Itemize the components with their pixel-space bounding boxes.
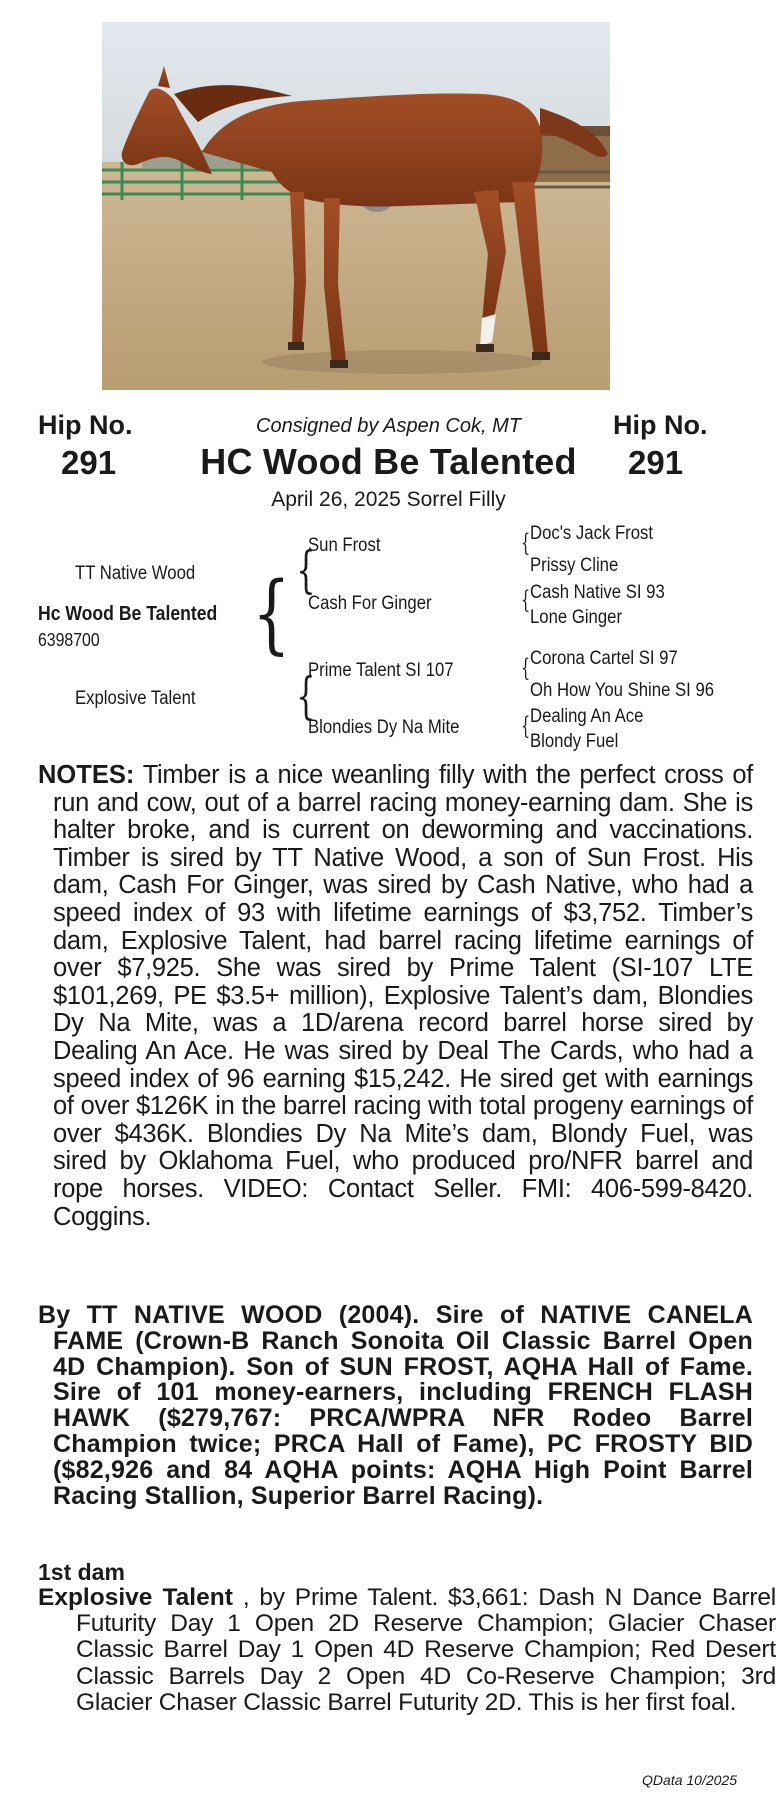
pedigree-ds-dam: Oh How You Shine SI 96 xyxy=(530,680,715,701)
data-source: QData 10/2025 xyxy=(642,1772,737,1788)
hip-number-right: 291 xyxy=(628,444,684,481)
pedigree-brace: { xyxy=(521,529,531,557)
consignor: Consigned by Aspen Cok, MT xyxy=(256,415,521,437)
pedigree-horse: Hc Wood Be Talented xyxy=(38,603,218,625)
hip-number-left: 291 xyxy=(61,444,117,481)
pedigree-ss-sire: Doc's Jack Frost xyxy=(530,523,654,544)
pedigree-sire: TT Native Wood xyxy=(75,563,196,584)
pedigree-brace: { xyxy=(296,667,316,725)
pedigree-brace: { xyxy=(521,654,531,682)
notes-label: NOTES: xyxy=(38,761,135,789)
pedigree-dam: Explosive Talent xyxy=(75,688,196,709)
notes-text: Timber is a nice weanling filly with the perfect cross of run and cow, out of a barrel racing money-earning dam. She is halter broke, and is current on deworming and vaccinations. Timber is sired by TT Native Wood, a son of Sun Frost. His dam, Cash For Ginger, was sired by Cash Native, who had a speed index of 93 with lifetime earnings of $3,752. Timber’s dam, Explosive Talent, had barrel racing lifetime earnings of over $7,925. She was sired by Prime Talent (SI-107 LTE $101,269, PE $3.5+ million), Explosive Talent’s dam, Blondies Dy Na Mite, was a 1D/arena record barrel horse sired by Dealing An Ace. He was sired by Deal The Cards, who had a speed index of 96 earning $15,242. He sired get with earnings of over $126K in the barrel racing with total progeny earnings of over $436K. Blondies Dy Na Mite’s dam, Blondy Fuel, was sired by Oklahoma Fuel, who produced pro/NFR barrel and rope horses. VIDEO: Contact Seller. FMI: 406-599-8420. Coggins. xyxy=(53,761,753,1231)
sire-summary: By TT NATIVE WOOD (2004). Sire of NATIVE CANELA FAME (Crown-B Ranch Sonoita Oil Classic Barrel Open 4D Champion). Son of SUN FROST, AQHA Hall of Fame. Sire of 101 money-earners, including FRENCH FLASH HAWK ($279,767: PRCA/WPRA NFR Rodeo Barrel Champion twice; PRCA Hall of Fame), PC FROSTY BID ($82,926 and 84 AQHA points: AQHA High Point Barrel Racing Stallion, Superior Barrel Racing). xyxy=(38,1301,753,1510)
pedigree-brace: { xyxy=(521,712,531,740)
pedigree-dam-dam: Blondies Dy Na Mite xyxy=(308,717,460,738)
first-dam-paragraph xyxy=(38,1585,776,1716)
pedigree-sd-sire: Cash Native SI 93 xyxy=(530,582,665,603)
first-dam-text: , by Prime Talent. $3,661: Dash N Dance Barrel Futurity Day 1 Open 2D Reserve Champion; Glacier Chaser Classic Barrel Day 1 Open 4D Reserve Champion; Red Desert Classic Barrels Day 2 Open 4D Co-Reserve Champion; 3rd Glacier Chaser Classic Barrel Futurity 2D. This is her first foal. xyxy=(76,1584,777,1716)
pedigree-sd-dam: Lone Ginger xyxy=(530,607,623,628)
pedigree-ds-sire: Corona Cartel SI 97 xyxy=(530,648,678,669)
pedigree-brace: { xyxy=(252,564,291,664)
first-dam-heading: 1st dam xyxy=(38,1559,125,1585)
foaling-info: April 26, 2025 Sorrel Filly xyxy=(271,488,506,511)
horse-photo xyxy=(102,22,610,390)
pedigree-sire-dam: Cash For Ginger xyxy=(308,593,432,614)
hip-label-right: Hip No. xyxy=(613,410,708,440)
pedigree-dd-sire: Dealing An Ace xyxy=(530,706,644,727)
pedigree-brace: { xyxy=(296,541,316,599)
registration-number: 6398700 xyxy=(38,630,100,650)
horse-name: HC Wood Be Talented xyxy=(200,441,577,482)
pedigree-sire-sire: Sun Frost xyxy=(308,535,381,556)
pedigree-ss-dam: Prissy Cline xyxy=(530,555,619,576)
first-dam-name: Explosive Talent xyxy=(38,1584,233,1611)
hip-label-left: Hip No. xyxy=(38,410,133,440)
notes-paragraph xyxy=(38,762,753,1231)
pedigree-dd-dam: Blondy Fuel xyxy=(530,731,619,752)
pedigree-brace: { xyxy=(521,586,531,614)
pedigree-dam-sire: Prime Talent SI 107 xyxy=(308,660,454,681)
